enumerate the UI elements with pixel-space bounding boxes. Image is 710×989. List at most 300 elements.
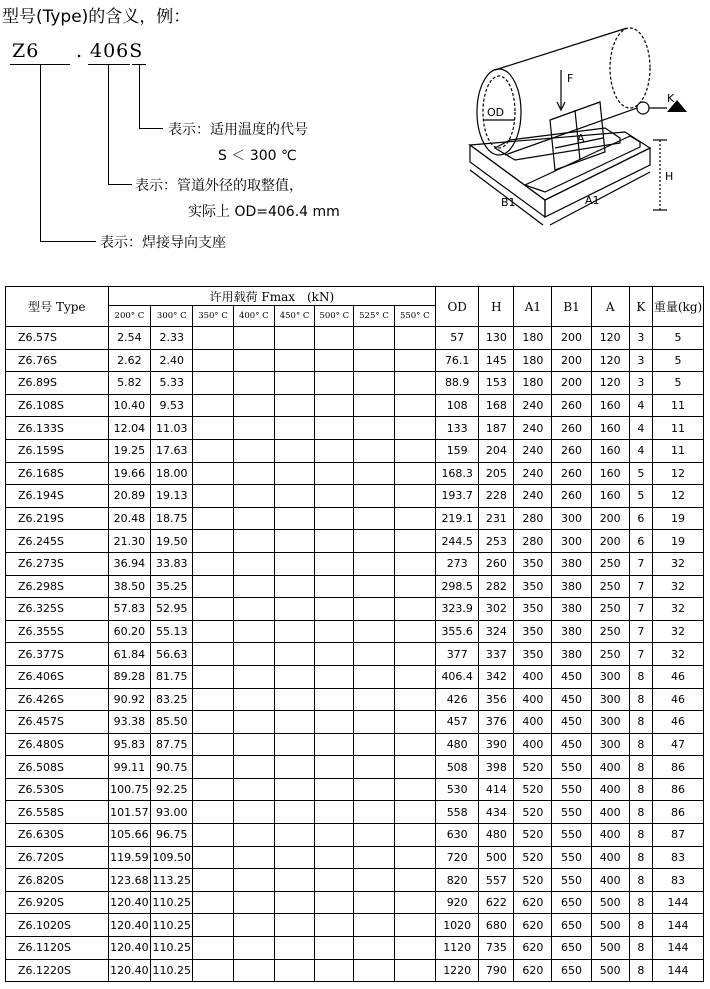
weight-cell: 86 [653,756,704,779]
model-cell: Z6.457S [6,711,109,734]
model-cell: Z6.168S [6,462,109,485]
header-a1: A1 [514,287,552,327]
a-cell: 120 [591,372,629,395]
load-200-cell: 38.50 [108,575,150,598]
weight-cell: 5 [653,349,704,372]
weight-cell: 32 [653,598,704,621]
od-cell: 630 [435,824,478,847]
header-h: H [479,287,514,327]
a-cell: 400 [591,778,629,801]
load-200-cell: 57.83 [108,598,150,621]
table-row [6,869,704,892]
load-500-cell [315,485,354,508]
h-cell: 253 [479,530,514,553]
load-550-cell [394,462,435,485]
load-550-cell [394,327,435,350]
od-cell: 108 [435,394,478,417]
load-300-cell: 33.83 [151,552,193,575]
load-550-cell [394,711,435,734]
a-cell: 250 [591,552,629,575]
table-row [6,959,704,982]
load-525-cell [354,869,394,892]
load-500-cell [315,552,354,575]
table-row [6,891,704,914]
weight-cell: 144 [653,937,704,960]
h-cell: 342 [479,665,514,688]
a-cell: 400 [591,846,629,869]
a1-cell: 620 [514,937,552,960]
load-400-cell [233,756,274,779]
load-200-cell: 120.40 [108,959,150,982]
od-cell: 168.3 [435,462,478,485]
load-550-cell [394,688,435,711]
table-row [6,349,704,372]
header-load: 许用载荷 Fmax (kN) [108,287,435,306]
model-cell: Z6.480S [6,733,109,756]
table-row [6,575,704,598]
load-400-cell [233,733,274,756]
h-cell: 260 [479,552,514,575]
h-cell: 130 [479,327,514,350]
od-cell: 76.1 [435,349,478,372]
weight-cell: 12 [653,485,704,508]
load-400-cell [233,417,274,440]
b1-cell: 380 [552,598,591,621]
load-450-cell [274,778,314,801]
explanation-title: 型号(Type)的含义，例： [2,7,191,27]
b1-cell: 650 [552,914,591,937]
b1-cell: 550 [552,824,591,847]
a-cell: 160 [591,439,629,462]
table-row [6,462,704,485]
model-cell: Z6.558S [6,801,109,824]
table-row [6,530,704,553]
weight-cell: 86 [653,801,704,824]
model-cell: Z6.325S [6,598,109,621]
load-450-cell [274,439,314,462]
weight-cell: 83 [653,846,704,869]
load-350-cell [193,552,233,575]
load-550-cell [394,485,435,508]
load-400-cell [233,394,274,417]
h-cell: 153 [479,372,514,395]
load-400-cell [233,665,274,688]
load-300-cell: 11.03 [151,417,193,440]
od-cell: 720 [435,846,478,869]
load-350-cell [193,778,233,801]
load-525-cell [354,598,394,621]
load-500-cell [315,620,354,643]
a1-cell: 350 [514,643,552,666]
header-od: OD [435,287,478,327]
weight-cell: 12 [653,462,704,485]
a-cell: 500 [591,891,629,914]
load-550-cell [394,891,435,914]
model-cell: Z6.720S [6,846,109,869]
load-450-cell [274,485,314,508]
load-200-cell: 61.84 [108,643,150,666]
load-450-cell [274,846,314,869]
a1-cell: 520 [514,756,552,779]
connector-temp-v [139,64,140,128]
load-300-cell: 17.63 [151,439,193,462]
load-400-cell [233,801,274,824]
load-450-cell [274,688,314,711]
k-cell: 7 [629,575,652,598]
load-500-cell [315,824,354,847]
load-500-cell [315,530,354,553]
load-350-cell [193,688,233,711]
load-300-cell: 83.25 [151,688,193,711]
load-500-cell [315,959,354,982]
od-cell: 219.1 [435,507,478,530]
a-cell: 300 [591,711,629,734]
load-300-cell: 110.25 [151,914,193,937]
code-suffix: 406S [90,40,144,62]
a-cell: 160 [591,485,629,508]
a1-cell: 350 [514,598,552,621]
connector-od-h [108,184,132,185]
model-cell: Z6.530S [6,778,109,801]
load-350-cell [193,824,233,847]
load-200-cell: 21.30 [108,530,150,553]
od-cell: 159 [435,439,478,462]
label-A1: A1 [585,194,600,207]
load-500-cell [315,869,354,892]
annotation-od-actual: 实际上 OD=406.4 mm [188,204,340,220]
h-cell: 187 [479,417,514,440]
load-300-cell: 18.00 [151,462,193,485]
load-450-cell [274,959,314,982]
type-explanation [0,0,710,270]
h-cell: 302 [479,598,514,621]
b1-cell: 200 [552,372,591,395]
load-300-cell: 9.53 [151,394,193,417]
load-300-cell: 93.00 [151,801,193,824]
weight-cell: 46 [653,688,704,711]
load-550-cell [394,846,435,869]
load-350-cell [193,349,233,372]
weight-cell: 5 [653,327,704,350]
model-cell: Z6.273S [6,552,109,575]
load-350-cell [193,959,233,982]
load-550-cell [394,869,435,892]
od-cell: 88.9 [435,372,478,395]
b1-cell: 200 [552,327,591,350]
od-cell: 298.5 [435,575,478,598]
load-525-cell [354,824,394,847]
od-cell: 133 [435,417,478,440]
model-cell: Z6.76S [6,349,109,372]
weight-cell: 144 [653,914,704,937]
load-400-cell [233,575,274,598]
a-cell: 200 [591,530,629,553]
load-350-cell [193,439,233,462]
od-cell: 530 [435,778,478,801]
b1-cell: 450 [552,711,591,734]
load-500-cell [315,643,354,666]
load-500-cell [315,756,354,779]
a-cell: 300 [591,688,629,711]
load-525-cell [354,575,394,598]
load-200-cell: 120.40 [108,891,150,914]
k-cell: 8 [629,756,652,779]
weight-cell: 11 [653,394,704,417]
b1-cell: 550 [552,778,591,801]
a1-cell: 400 [514,711,552,734]
a1-cell: 350 [514,575,552,598]
load-400-cell [233,711,274,734]
load-450-cell [274,327,314,350]
table-row [6,327,704,350]
load-450-cell [274,711,314,734]
load-550-cell [394,575,435,598]
a-cell: 120 [591,349,629,372]
annotation-type: 表示：焊接导向支座 [100,235,226,251]
h-cell: 680 [479,914,514,937]
load-300-cell: 18.75 [151,507,193,530]
load-500-cell [315,598,354,621]
load-525-cell [354,439,394,462]
load-525-cell [354,507,394,530]
model-cell: Z6.159S [6,439,109,462]
load-300-cell: 35.25 [151,575,193,598]
load-550-cell [394,417,435,440]
label-OD: OD [487,106,505,119]
load-450-cell [274,507,314,530]
a1-cell: 350 [514,620,552,643]
od-cell: 558 [435,801,478,824]
h-cell: 168 [479,394,514,417]
load-350-cell [193,372,233,395]
a-cell: 300 [591,733,629,756]
table-row [6,439,704,462]
model-cell: Z6.133S [6,417,109,440]
a1-cell: 180 [514,327,552,350]
load-500-cell [315,914,354,937]
load-450-cell [274,665,314,688]
load-300-cell: 2.40 [151,349,193,372]
load-400-cell [233,869,274,892]
load-525-cell [354,846,394,869]
b1-cell: 650 [552,959,591,982]
load-500-cell [315,891,354,914]
k-cell: 8 [629,733,652,756]
a1-cell: 620 [514,891,552,914]
a1-cell: 520 [514,846,552,869]
load-400-cell [233,778,274,801]
load-450-cell [274,552,314,575]
load-525-cell [354,530,394,553]
load-550-cell [394,439,435,462]
b1-cell: 450 [552,733,591,756]
table-row [6,507,704,530]
header-type: 型号 Type [6,287,109,327]
load-500-cell [315,665,354,688]
load-300-cell: 87.75 [151,733,193,756]
load-450-cell [274,643,314,666]
annotation-od: 表示：管道外径的取整值， [135,178,303,194]
load-350-cell [193,620,233,643]
h-cell: 205 [479,462,514,485]
load-450-cell [274,620,314,643]
load-300-cell: 56.63 [151,643,193,666]
h-cell: 376 [479,711,514,734]
model-cell: Z6.89S [6,372,109,395]
load-550-cell [394,349,435,372]
od-cell: 323.9 [435,598,478,621]
load-550-cell [394,801,435,824]
b1-cell: 260 [552,485,591,508]
table-row [6,937,704,960]
load-525-cell [354,688,394,711]
h-cell: 398 [479,756,514,779]
load-350-cell [193,937,233,960]
a-cell: 160 [591,462,629,485]
weight-cell: 5 [653,372,704,395]
model-cell: Z6.406S [6,665,109,688]
weight-cell: 32 [653,552,704,575]
a-cell: 200 [591,507,629,530]
table-row [6,372,704,395]
load-525-cell [354,914,394,937]
a1-cell: 620 [514,959,552,982]
table-row [6,485,704,508]
load-500-cell [315,372,354,395]
model-cell: Z6.820S [6,869,109,892]
a-cell: 500 [591,914,629,937]
load-500-cell [315,937,354,960]
load-550-cell [394,394,435,417]
load-450-cell [274,733,314,756]
header-temp: 400° C [233,306,274,327]
load-300-cell: 113.25 [151,869,193,892]
model-cell: Z6.108S [6,394,109,417]
h-cell: 390 [479,733,514,756]
load-200-cell: 2.62 [108,349,150,372]
model-cell: Z6.57S [6,327,109,350]
a1-cell: 240 [514,394,552,417]
load-300-cell: 55.13 [151,620,193,643]
load-300-cell: 52.95 [151,598,193,621]
header-temp: 200° C [108,306,150,327]
k-cell: 8 [629,937,652,960]
load-500-cell [315,688,354,711]
h-cell: 324 [479,620,514,643]
load-200-cell: 19.25 [108,439,150,462]
load-500-cell [315,327,354,350]
load-550-cell [394,665,435,688]
load-200-cell: 100.75 [108,778,150,801]
load-400-cell [233,620,274,643]
load-200-cell: 101.57 [108,801,150,824]
load-300-cell: 85.50 [151,711,193,734]
a1-cell: 520 [514,824,552,847]
load-400-cell [233,462,274,485]
weight-cell: 144 [653,891,704,914]
k-cell: 8 [629,688,652,711]
load-200-cell: 2.54 [108,327,150,350]
load-450-cell [274,417,314,440]
underline-number [88,64,130,65]
load-550-cell [394,507,435,530]
load-200-cell: 20.48 [108,507,150,530]
load-350-cell [193,756,233,779]
load-300-cell: 5.33 [151,372,193,395]
k-cell: 4 [629,394,652,417]
load-450-cell [274,937,314,960]
annotation-temp: 表示：适用温度的代号 [168,122,308,138]
load-525-cell [354,711,394,734]
k-cell: 8 [629,959,652,982]
header-weight: 重量(kg) [653,287,704,327]
model-cell: Z6.219S [6,507,109,530]
load-200-cell: 20.89 [108,485,150,508]
k-cell: 7 [629,643,652,666]
h-cell: 228 [479,485,514,508]
b1-cell: 650 [552,937,591,960]
load-450-cell [274,372,314,395]
table-row [6,417,704,440]
load-300-cell: 109.50 [151,846,193,869]
k-cell: 8 [629,846,652,869]
table-row [6,846,704,869]
load-350-cell [193,643,233,666]
table-row [6,733,704,756]
load-525-cell [354,552,394,575]
header-temp: 550° C [394,306,435,327]
k-cell: 7 [629,620,652,643]
load-525-cell [354,665,394,688]
table-row [6,801,704,824]
od-cell: 406.4 [435,665,478,688]
b1-cell: 300 [552,507,591,530]
load-450-cell [274,891,314,914]
od-cell: 426 [435,688,478,711]
load-200-cell: 89.28 [108,665,150,688]
load-350-cell [193,327,233,350]
a1-cell: 350 [514,552,552,575]
load-525-cell [354,462,394,485]
table-row [6,665,704,688]
a1-cell: 240 [514,462,552,485]
od-cell: 457 [435,711,478,734]
load-500-cell [315,733,354,756]
k-cell: 4 [629,439,652,462]
od-cell: 820 [435,869,478,892]
a-cell: 250 [591,620,629,643]
b1-cell: 550 [552,756,591,779]
model-cell: Z6.355S [6,620,109,643]
od-cell: 1220 [435,959,478,982]
b1-cell: 260 [552,394,591,417]
label-A: A [577,132,585,145]
k-cell: 4 [629,417,652,440]
a1-cell: 180 [514,372,552,395]
h-cell: 500 [479,846,514,869]
load-450-cell [274,575,314,598]
weight-cell: 32 [653,643,704,666]
h-cell: 204 [479,439,514,462]
k-cell: 3 [629,327,652,350]
b1-cell: 650 [552,891,591,914]
b1-cell: 380 [552,643,591,666]
table-row [6,552,704,575]
load-200-cell: 120.40 [108,937,150,960]
k-cell: 8 [629,914,652,937]
load-400-cell [233,914,274,937]
weight-cell: 47 [653,733,704,756]
